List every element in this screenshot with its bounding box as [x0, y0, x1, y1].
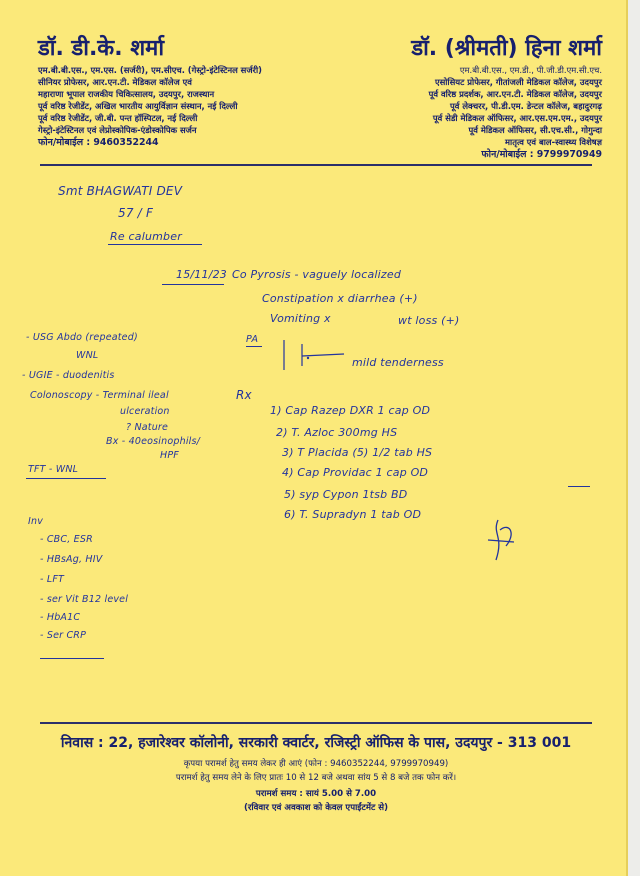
history-line: ulceration: [120, 406, 170, 417]
complaint-line: wt loss (+): [398, 314, 460, 327]
investigation-item: - HbA1C: [40, 612, 81, 623]
doctor-name-right: डॉ. (श्रीमती) हिना शर्मा: [411, 36, 602, 61]
header-right-doctor: [342, 32, 602, 161]
doctor-signature: [484, 516, 524, 564]
investigations-underline: [40, 658, 104, 659]
history-line: - USG Abdo (repeated): [26, 332, 138, 343]
pa-underline: [246, 346, 262, 347]
patient-name: Smt BHAGWATI DEV: [58, 184, 183, 198]
footer-note: कृपया परामर्श हेतु समय लेकर ही आएं (फोन : 9460352244, 9799970949): [183, 759, 449, 769]
medicine-item: 6) T. Supradyn 1 tab OD: [284, 508, 422, 521]
designation-line: मातृत्व एवं बाल-स्वास्थ्य विशेषज्ञ: [505, 137, 602, 147]
qualification-line: एम.बी.बी.एस., एम.एस. (सर्जरी), एम.सीएच. (गेस्ट्रो-इंटेस्टिनल सर्जरी): [38, 65, 262, 75]
history-line: ? Nature: [126, 422, 169, 433]
investigation-item: - HBsAg, HIV: [40, 554, 103, 565]
header-left-doctor: [38, 32, 328, 149]
consult-timing: परामर्श समय : सायं 5.00 से 7.00: [255, 789, 377, 799]
designation-line: महाराणा भूपाल राजकीय चिकित्सालय, उदयपुर, राजस्थान: [38, 89, 215, 99]
designation-line: पूर्व वरिष्ठ रेजीडेंट, अखिल भारतीय आयुर्विज्ञान संस्थान, नई दिल्ली: [38, 101, 238, 111]
medicine-item: 5) syp Cypon 1tsb BD: [284, 488, 408, 501]
history-line: WNL: [76, 350, 99, 361]
designation-line: पूर्व लेक्चरर, पी.डी.एम. डेन्टल कॉलेज, बहादुरगढ़: [450, 101, 602, 111]
investigation-item: - LFT: [40, 574, 65, 585]
footer-note: परामर्श हेतु समय लेने के लिए प्रातः 10 से 12 बजे अथवा सांय 5 से 8 बजे तक फोन करें।: [175, 773, 457, 783]
medicine-item: 3) T Placida (5) 1/2 tab HS: [282, 446, 433, 459]
medicine-item: 2) T. Azloc 300mg HS: [276, 426, 398, 439]
scan-margin: [628, 0, 640, 876]
history-underline: [26, 478, 106, 479]
doctor-name-left: डॉ. डी.के. शर्मा: [38, 36, 165, 61]
phone-right: फोन/मोबाईल : 9799970949: [481, 149, 602, 160]
history-line: Bx - 40eosinophils/: [106, 436, 201, 447]
pa-finding: mild tenderness: [352, 356, 444, 369]
patient-ref: Re calumber: [110, 230, 182, 243]
designation-line: पूर्व सेडी मेडिकल ऑफिसर, आर.एस.एम.एम., उदयपुर: [432, 113, 602, 123]
investigation-item: - CBC, ESR: [40, 534, 93, 545]
rx-label: Rx: [236, 388, 252, 402]
footer-divider: [40, 722, 592, 724]
medicine-item: 1) Cap Razep DXR 1 cap OD: [270, 404, 431, 417]
designation-line: सीनियर प्रोफेसर, आर.एन.टी. मेडिकल कॉलेज एवं: [38, 77, 192, 87]
pa-label: PA: [246, 334, 259, 345]
designation-line: पूर्व वरिष्ठ प्रदर्शक, आर.एन.टी. मेडिकल कॉलेज, उदयपुर: [428, 89, 602, 99]
investigations-label: Inv: [28, 516, 44, 527]
medicine-item: 4) Cap Providac 1 cap OD: [282, 466, 429, 479]
ref-underline: [108, 244, 202, 245]
complaint-line: Co Pyrosis - vaguely localized: [232, 268, 402, 281]
history-line: Colonoscopy - Terminal ileal: [30, 390, 169, 401]
complaint-line: Vomiting x: [270, 312, 331, 325]
history-line: TFT - WNL: [28, 464, 79, 475]
history-line: HPF: [160, 450, 179, 461]
sunday-note: (रविवार एवं अवकाश को केवल एपाईंटमेंट से): [243, 803, 389, 813]
designation-line: पूर्व मेडिकल ऑफिसर, सी.एच.सी., गोगुन्दा: [468, 125, 602, 135]
clinic-address: निवास : 22, हजारेश्वर कॉलोनी, सरकारी क्वार्टर, रजिस्ट्री ऑफिस के पास, उदयपुर - 313 001: [60, 735, 572, 751]
history-line: - UGIE - duodenitis: [22, 370, 115, 381]
designation-line: एसोसियट प्रोफेसर, गीतांजली मेडिकल कॉलेज, उदयपुर: [434, 77, 602, 87]
qualification-line: एम.बी.बी.एस., एम.डी., पी.जी.डी.एम.सी.एच.: [459, 65, 602, 75]
investigation-item: - Ser CRP: [40, 630, 87, 641]
phone-left: फोन/मोबाईल : 9460352244: [38, 137, 159, 148]
designation-line: गेस्ट्रो-इंटेस्टिनल एवं लेप्रोस्कोपिक-एंडोस्कोपिक सर्जन: [38, 125, 197, 135]
date-underline: [162, 284, 224, 285]
designation-line: पूर्व वरिष्ठ रेजीडेंट, जी.बी. पन्त हॉस्पिटल, नई दिल्ली: [38, 113, 198, 123]
patient-age-sex: 57 / F: [118, 206, 154, 220]
visit-date: 15/11/23: [176, 268, 228, 281]
header-divider: [40, 164, 592, 166]
abdomen-sketch-icon: [278, 336, 348, 376]
margin-dash: [568, 486, 590, 487]
complaint-line: Constipation x diarrhea (+): [262, 292, 418, 305]
investigation-item: - ser Vit B12 level: [40, 594, 129, 605]
